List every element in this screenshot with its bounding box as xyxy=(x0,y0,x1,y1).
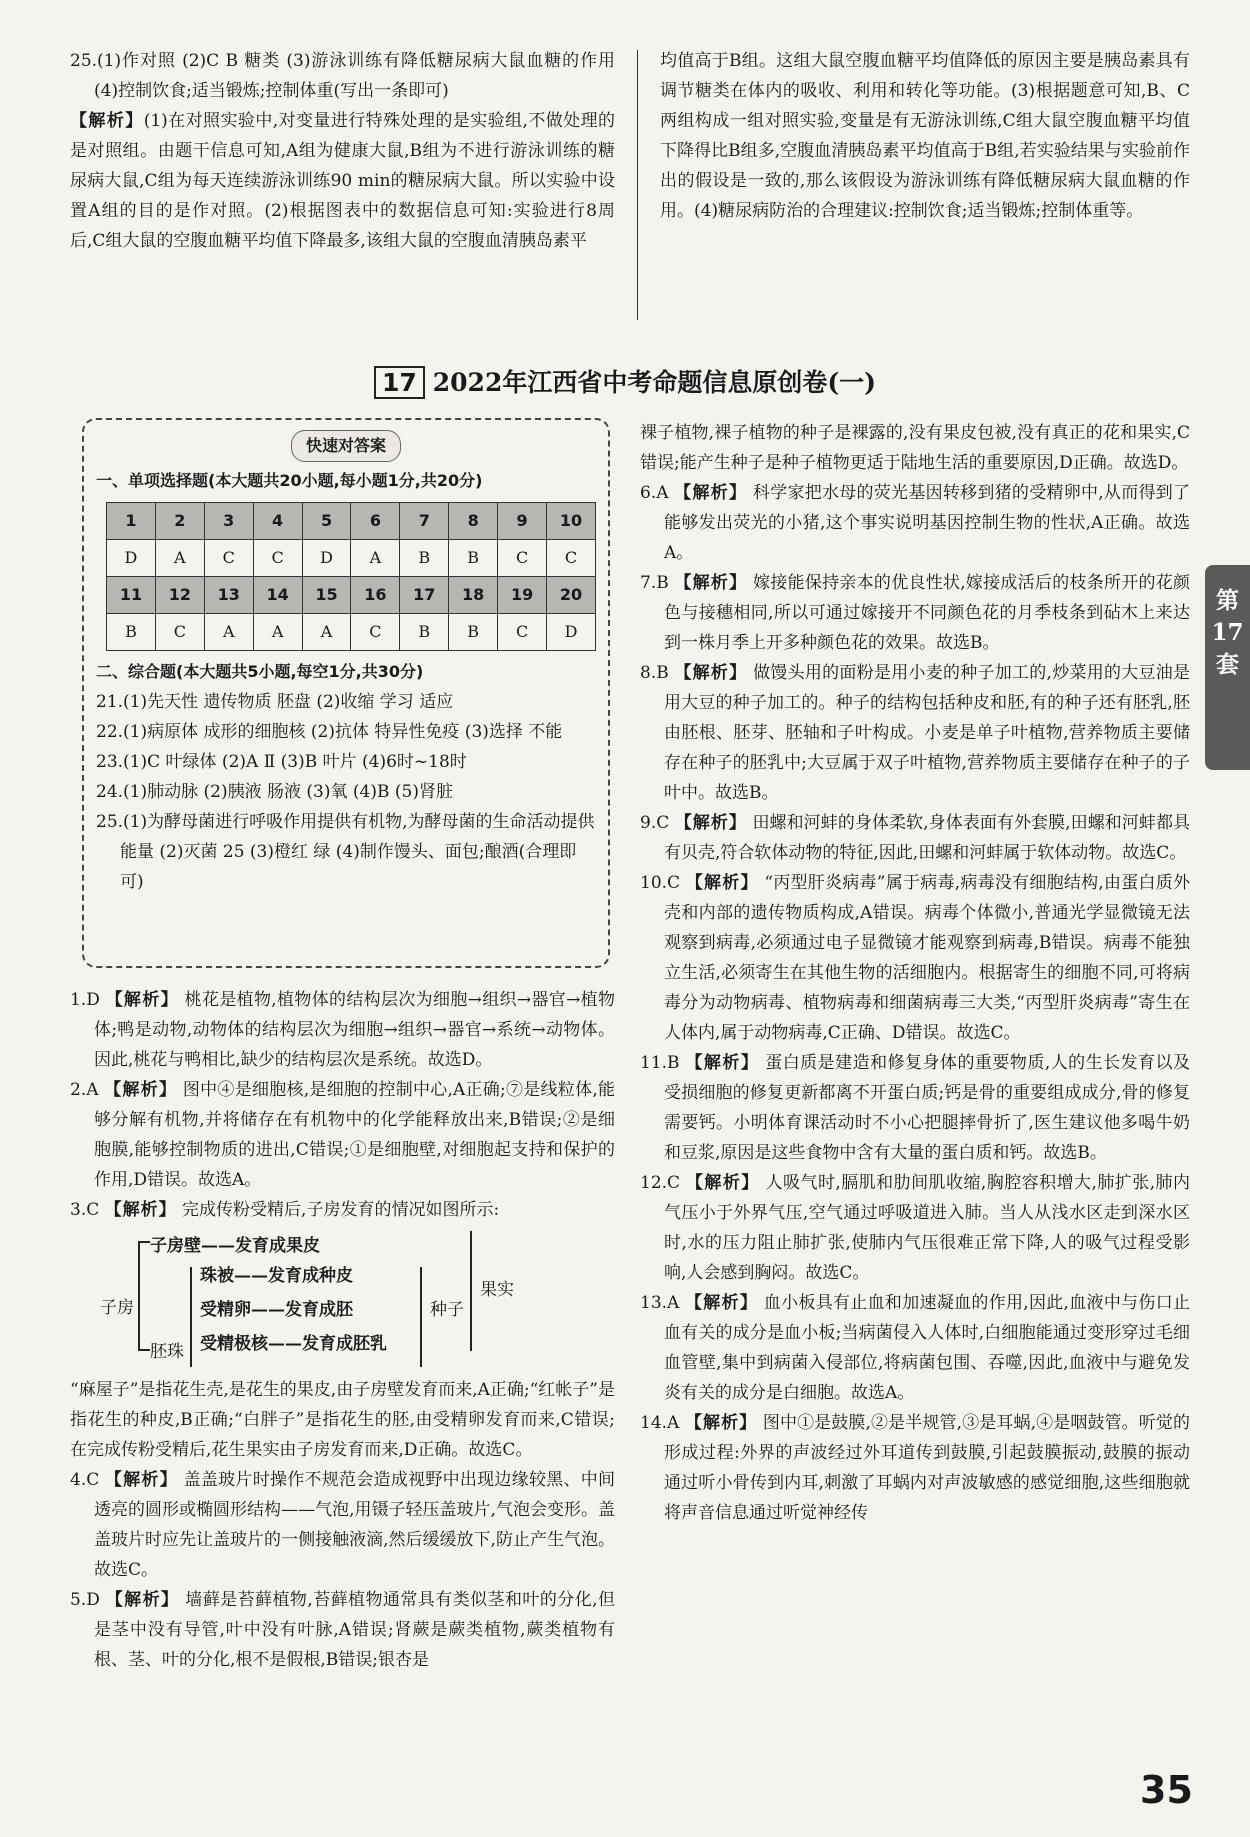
left-column xyxy=(70,985,615,1675)
column-divider xyxy=(637,50,638,320)
answer-cell: A xyxy=(351,540,400,577)
answer-row-answers-1 xyxy=(107,540,596,577)
answer-row-answers-2 xyxy=(107,614,596,651)
item-tag: 【解析】 xyxy=(104,1470,178,1490)
item-head: 5.D xyxy=(70,1590,100,1610)
side-tab-line1: 第 xyxy=(1216,587,1239,614)
prev-q25-answer: 25.(1)作对照 (2)C B 糖类 (3)游泳训练有降低糖尿病大鼠血糖的作用 (4)控制饮食;适当锻炼;控制体重(写出一条即可) xyxy=(70,51,615,101)
section-1-heading: 一、单项选择题(本大题共20小题,每小题1分,共20分) xyxy=(96,471,483,490)
item-head: 4.C xyxy=(70,1470,100,1490)
answer-explanation-item xyxy=(640,1168,1190,1288)
answer-cell: 1 xyxy=(107,503,156,540)
answer-explanation-item xyxy=(640,478,1190,568)
answer-cell: C xyxy=(253,540,302,577)
diagram-fruit: 果实 xyxy=(480,1280,514,1300)
prev-q25-right xyxy=(660,46,1190,226)
paper-title xyxy=(0,363,1250,399)
answer-explanation-item xyxy=(70,1375,615,1465)
answer-cell: 15 xyxy=(302,577,351,614)
diagram-ovule: 胚珠 xyxy=(150,1342,184,1362)
answer-cell: 18 xyxy=(449,577,498,614)
answer-table xyxy=(106,502,596,651)
item-tag: 【解析】 xyxy=(105,990,179,1010)
prev-q25-left xyxy=(70,46,615,256)
item-tag: 【解析】 xyxy=(685,873,759,893)
item-text: 盖盖玻片时操作不规范会造成视野中出现边缘较黑、中间透亮的圆形或椭圆形结构——气泡,用镊子轻压盖玻片,气泡会变形。盖盖玻片时应先让盖玻片的一侧接触液滴,然后缓缓放下,防止产生气泡。故选C。 xyxy=(94,1470,616,1580)
answer-explanation-item xyxy=(640,1288,1190,1408)
answer-explanation-item xyxy=(70,1195,615,1225)
answer-cell: B xyxy=(449,540,498,577)
item-tag: 【解析】 xyxy=(685,1173,760,1193)
answer-explanation-item xyxy=(640,658,1190,808)
item-tag: 【解析】 xyxy=(674,663,748,683)
answer-explanation-item xyxy=(70,985,615,1075)
answer-cell: B xyxy=(107,614,156,651)
answer-cell: A xyxy=(253,614,302,651)
item-text: 墙藓是苔藓植物,苔藓植物通常具有类似茎和叶的分化,但是茎中没有导管,叶中没有叶脉,A错误;肾蕨是蕨类植物,蕨类植物有根、茎、叶的分化,根不是假根,B错误;银杏是 xyxy=(94,1590,616,1670)
item-tag: 【解析】 xyxy=(104,1200,177,1220)
answer-cell: 3 xyxy=(204,503,253,540)
answer-cell: 17 xyxy=(400,577,449,614)
prev-q25-analysis-left: (1)在对照实验中,对变量进行特殊处理的是实验组,不做处理的是对照组。由题干信息可知,A组为健康大鼠,B组为不进行游泳训练的糖尿病大鼠,C组为每天连续游泳训练90 min的糖尿病大鼠。所以实验中设置A组的目的是作对照。(2)根据图表中的数据信息可知:实验进行8周后,C组大鼠的空腹血糖平均值下降最多,该组大鼠的空腹血清胰岛素平 xyxy=(70,111,616,251)
item-head: 7.B xyxy=(640,573,669,593)
answer-cell: 10 xyxy=(547,503,596,540)
analysis-tag: 【解析】 xyxy=(70,111,144,131)
section-2-heading: 二、综合题(本大题共5小题,每空1分,共30分) xyxy=(96,662,424,681)
diagram-seed: 种子 xyxy=(430,1300,464,1320)
diagram-ovary-wall: 子房壁——发育成果皮 xyxy=(150,1236,320,1256)
answer-22: 22.(1)病原体 成形的细胞核 (2)抗体 特异性免疫 (3)选择 不能 xyxy=(96,722,563,742)
item-head: 12.C xyxy=(640,1173,681,1193)
answer-23: 23.(1)C 叶绿体 (2)A Ⅱ (3)B 叶片 (4)6时~18时 xyxy=(96,752,467,772)
item-text: 田螺和河蚌的身体柔软,身体表面有外套膜,田螺和河蚌都具有贝壳,符合软体动物的特征,因此,田螺和河蚌属于软体动物。故选C。 xyxy=(664,813,1191,863)
item-text: 桃花是植物,植物体的结构层次为细胞→组织→器官→植物体;鸭是动物,动物体的结构层次为细胞→组织→器官→系统→动物体。因此,桃花与鸭相比,缺少的结构层次是系统。故选D。 xyxy=(94,990,616,1070)
item-text: 完成传粉受精后,子房发育的情况如图所示: xyxy=(182,1200,500,1220)
answer-explanation-item xyxy=(640,1408,1190,1528)
paper-title-text: 2022年江西省中考命题信息原创卷(一) xyxy=(432,368,877,397)
item-text: 蛋白质是建造和修复身体的重要物质,人的生长发育以及受损细胞的修复更新都离不开蛋白质;钙是骨的重要组成成分,骨的修复需要钙。小明体育课活动时不小心把腿摔骨折了,医生建议他多喝牛奶和豆浆,原因是这些食物中含有大量的蛋白质和钙。故选B。 xyxy=(664,1053,1191,1163)
answer-cell: 11 xyxy=(107,577,156,614)
answer-explanation-item xyxy=(640,568,1190,658)
prev-q25-analysis-right: 均值高于B组。这组大鼠空腹血糖平均值降低的原因主要是胰岛素具有调节糖类在体内的吸收、利用和转化等功能。(3)根据题意可知,B、C两组构成一组对照实验,变量是有无游泳训练,C组大鼠空腹血糖平均值下降得比B组多,空腹血清胰岛素平均值高于B组,若实验结果与实验前作出的假设是一致的,那么该假设为游泳训练有降低糖尿病大鼠血糖的作用。(4)糖尿病防治的合理建议:控制饮食;适当锻炼;控制体重等。 xyxy=(660,51,1190,221)
item-tag: 【解析】 xyxy=(674,483,748,503)
answer-24: 24.(1)肺动脉 (2)胰液 肠液 (3)氧 (4)B (5)肾脏 xyxy=(96,782,453,802)
side-tab-line2: 17 xyxy=(1211,619,1244,646)
answer-cell: D xyxy=(107,540,156,577)
item-tag: 【解析】 xyxy=(674,813,747,833)
item-tag: 【解析】 xyxy=(104,1080,178,1100)
answer-explanation-item xyxy=(640,418,1190,478)
diagram-polar-nucleus: 受精极核——发育成胚乳 xyxy=(200,1334,387,1354)
quick-answer-box xyxy=(82,418,610,968)
item-head: 1.D xyxy=(70,990,100,1010)
answer-cell: 13 xyxy=(204,577,253,614)
diagram-integument: 珠被——发育成种皮 xyxy=(200,1266,353,1286)
item-head: 3.C xyxy=(70,1200,100,1220)
item-head: 10.C xyxy=(640,873,681,893)
answer-cell: 2 xyxy=(155,503,204,540)
answer-cell: C xyxy=(155,614,204,651)
answer-cell: 16 xyxy=(351,577,400,614)
answer-row-numbers-1 xyxy=(107,503,596,540)
answer-cell: B xyxy=(400,540,449,577)
answer-cell: C xyxy=(498,540,547,577)
item-text: “丙型肝炎病毒”属于病毒,病毒没有细胞结构,由蛋白质外壳和内部的遗传物质构成,A错误。病毒个体微小,普通光学显微镜无法观察到病毒,必须通过电子显微镜才能观察到病毒,B错误。病毒不能独立生活,必须寄生在其他生物的活细胞内。根据寄生的细胞不同,可将病毒分为动物病毒、植物病毒和细菌病毒三大类,“丙型肝炎病毒”寄生在人体内,属于动物病毒,C正确、D错误。故选C。 xyxy=(664,873,1190,1043)
item-head: 9.C xyxy=(640,813,670,833)
answer-explanation-item xyxy=(70,1075,615,1195)
item-head: 11.B xyxy=(640,1053,680,1073)
item-tag: 【解析】 xyxy=(685,1053,760,1073)
answer-25: 25.(1)为酵母菌进行呼吸作用提供有机物,为酵母菌的生命活动提供能量 (2)灭菌 25 (3)橙红 绿 (4)制作馒头、面包;酿酒(合理即可) xyxy=(96,812,595,892)
answer-cell: 7 xyxy=(400,503,449,540)
item-text: 图中④是细胞核,是细胞的控制中心,A正确;⑦是线粒体,能够分解有机物,并将储存在有机物中的化学能释放出来,B错误;②是细胞膜,能够控制物质的进出,C错误;①是细胞壁,对细胞起支持和保护的作用,D错误。故选A。 xyxy=(94,1080,616,1190)
item-text: 人吸气时,膈肌和肋间肌收缩,胸腔容积增大,肺扩张,肺内气压小于外界气压,空气通过呼吸道进入肺。当人从浅水区走到深水区时,水的压力阻止肺扩张,使肺内气压很难正常下降,人的吸气过程受影响,人会感到胸闷。故选C。 xyxy=(664,1173,1191,1283)
item-text: 科学家把水母的荧光基因转移到猪的受精卵中,从而得到了能够发出荧光的小猪,这个事实说明基因控制生物的性状,A正确。故选A。 xyxy=(664,483,1191,563)
answer-cell: A xyxy=(302,614,351,651)
item-text: 血小板具有止血和加速凝血的作用,因此,血液中与伤口止血有关的成分是血小板;当病菌侵入人体时,白细胞能通过变形穿过毛细血管壁,集中到病菌入侵部位,将病菌包围、吞噬,因此,血液中与避免发炎有关的成分是白细胞。故选A。 xyxy=(664,1293,1191,1403)
set-number-badge: 17 xyxy=(374,366,425,399)
item-text: 图中①是鼓膜,②是半规管,③是耳蜗,④是咽鼓管。听觉的形成过程:外界的声波经过外耳道传到鼓膜,引起鼓膜振动,鼓膜的振动通过听小骨传到内耳,刺激了耳蜗内对声波敏感的感觉细胞,这些细胞就将声音信息通过听觉神经传 xyxy=(664,1413,1191,1523)
answer-cell: B xyxy=(449,614,498,651)
item-head: 6.A xyxy=(640,483,669,503)
item-head: 14.A xyxy=(640,1413,680,1433)
answer-explanation-item xyxy=(70,1585,615,1675)
set-side-tab xyxy=(1205,565,1250,770)
answer-cell: A xyxy=(204,614,253,651)
item-head: 8.B xyxy=(640,663,669,683)
answer-cell: D xyxy=(302,540,351,577)
answer-explanation-item xyxy=(70,1465,615,1585)
item-tag: 【解析】 xyxy=(674,573,748,593)
answer-cell: 14 xyxy=(253,577,302,614)
quick-answer-header: 快速对答案 xyxy=(291,430,401,462)
answer-cell: C xyxy=(547,540,596,577)
diagram-ovary: 子房 xyxy=(100,1298,134,1318)
answer-cell: 12 xyxy=(155,577,204,614)
answer-cell: 8 xyxy=(449,503,498,540)
answer-row-numbers-2 xyxy=(107,577,596,614)
item-head: 13.A xyxy=(640,1293,680,1313)
answer-cell: 6 xyxy=(351,503,400,540)
item-text: 做馒头用的面粉是用小麦的种子加工的,炒菜用的大豆油是用大豆的种子加工的。种子的结构包括种皮和胚,有的种子还有胚乳,胚由胚根、胚芽、胚轴和子叶构成。小麦是单子叶植物,营养物质主要储存在种子的胚乳中;大豆属于双子叶植物,营养物质主要储存在种子的子叶中。故选B。 xyxy=(664,663,1191,803)
page-number: 35 xyxy=(1140,1768,1193,1812)
answer-explanation-item xyxy=(640,1048,1190,1168)
item-text: 嫁接能保持亲本的优良性状,嫁接成活后的枝条所开的花颜色与接穗相同,所以可通过嫁接开不同颜色花的月季枝条到砧木上来达到一株月季上开多种颜色花的效果。故选B。 xyxy=(664,573,1191,653)
answer-cell: 9 xyxy=(498,503,547,540)
answer-cell: 20 xyxy=(547,577,596,614)
side-tab-line3: 套 xyxy=(1216,651,1239,678)
item-tag: 【解析】 xyxy=(684,1413,758,1433)
answer-cell: C xyxy=(351,614,400,651)
answer-cell: B xyxy=(400,614,449,651)
answer-cell: 19 xyxy=(498,577,547,614)
answer-cell: C xyxy=(498,614,547,651)
item-text: 裸子植物,裸子植物的种子是裸露的,没有果皮包被,没有真正的花和果实,C错误;能产生种子是种子植物更适于陆地生活的重要原因,D正确。故选D。 xyxy=(640,423,1190,473)
ovary-development-diagram xyxy=(90,1231,615,1371)
answer-cell: A xyxy=(155,540,204,577)
answer-cell: 4 xyxy=(253,503,302,540)
right-column xyxy=(640,418,1190,1528)
answer-cell: C xyxy=(204,540,253,577)
answer-explanation-item xyxy=(640,808,1190,868)
item-head: 2.A xyxy=(70,1080,99,1100)
diagram-zygote: 受精卵——发育成胚 xyxy=(200,1300,353,1320)
item-tag: 【解析】 xyxy=(105,1590,180,1610)
item-tag: 【解析】 xyxy=(685,1293,759,1313)
item-text: “麻屋子”是指花生壳,是花生的果皮,由子房壁发育而来,A正确;“红帐子”是指花生的种皮,B正确;“白胖子”是指花生的胚,由受精卵发育而来,C错误;在完成传粉受精后,花生果实由子房发育而来,D正确。故选C。 xyxy=(70,1380,615,1460)
answer-cell: D xyxy=(547,614,596,651)
answer-explanation-item xyxy=(640,868,1190,1048)
answer-cell: 5 xyxy=(302,503,351,540)
answer-21: 21.(1)先天性 遗传物质 胚盘 (2)收缩 学习 适应 xyxy=(96,692,454,712)
